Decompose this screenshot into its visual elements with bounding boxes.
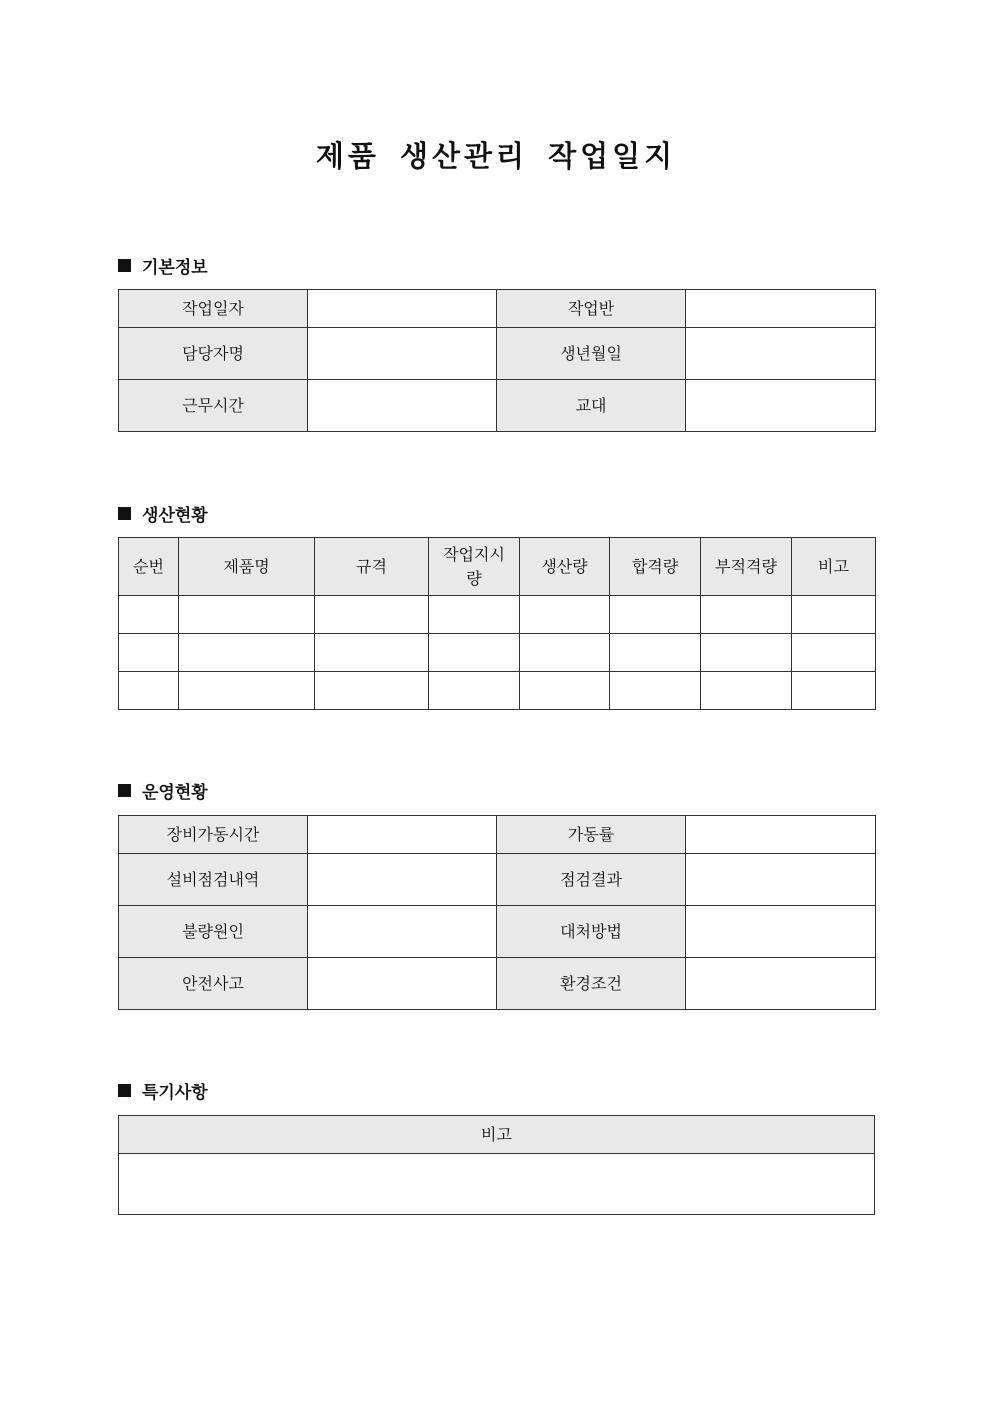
data-cell[interactable] [520, 634, 610, 672]
table-row [119, 1154, 875, 1215]
data-cell[interactable] [429, 634, 520, 672]
data-cell[interactable] [610, 672, 701, 710]
data-cell[interactable] [315, 672, 429, 710]
data-cell[interactable] [520, 672, 610, 710]
label-cell: 교대 [497, 380, 686, 432]
data-cell[interactable] [610, 596, 701, 634]
section-heading-notes [118, 1078, 208, 1102]
column-header: 순번 [119, 538, 179, 596]
value-cell-manager-name[interactable] [308, 328, 497, 380]
column-header: 규격 [315, 538, 429, 596]
table-row [119, 854, 876, 906]
value-cell-work-date[interactable] [308, 290, 497, 328]
value-cell-inspection[interactable] [308, 854, 497, 906]
column-header: 비고 [792, 538, 876, 596]
value-cell-birth-date[interactable] [686, 328, 876, 380]
label-cell: 작업일자 [119, 290, 308, 328]
label-cell: 안전사고 [119, 958, 308, 1010]
value-cell-inspection-result[interactable] [686, 854, 876, 906]
data-cell[interactable] [119, 596, 179, 634]
label-cell: 환경조건 [497, 958, 686, 1010]
square-bullet-icon [118, 259, 131, 272]
column-header: 생산량 [520, 538, 610, 596]
section-heading-production [118, 501, 208, 525]
label-cell: 설비점검내역 [119, 854, 308, 906]
table-header-row [119, 538, 876, 596]
data-cell[interactable] [701, 634, 792, 672]
data-cell[interactable] [429, 672, 520, 710]
data-cell[interactable] [610, 634, 701, 672]
data-cell[interactable] [429, 596, 520, 634]
column-header: 비고 [119, 1116, 875, 1154]
value-cell-work-hours[interactable] [308, 380, 497, 432]
data-cell[interactable] [315, 596, 429, 634]
section-heading-operation [118, 778, 208, 802]
label-cell: 대처방법 [497, 906, 686, 958]
column-header: 작업지시량 [429, 538, 520, 596]
label-cell: 점검결과 [497, 854, 686, 906]
data-cell[interactable] [520, 596, 610, 634]
value-cell-utilization[interactable] [686, 816, 876, 854]
notes-cell[interactable] [119, 1154, 875, 1215]
table-row [119, 596, 876, 634]
table-row [119, 634, 876, 672]
table-header-row [119, 1116, 875, 1154]
value-cell-environment[interactable] [686, 958, 876, 1010]
square-bullet-icon [118, 1084, 131, 1097]
section-heading-label: 생산현황 [142, 505, 208, 526]
value-cell-work-team[interactable] [686, 290, 876, 328]
section-heading-label: 기본정보 [142, 257, 208, 278]
value-cell-defect-cause[interactable] [308, 906, 497, 958]
table-row [119, 958, 876, 1010]
production-table [118, 537, 876, 710]
data-cell[interactable] [701, 596, 792, 634]
data-cell[interactable] [701, 672, 792, 710]
value-cell-safety-accident[interactable] [308, 958, 497, 1010]
label-cell: 근무시간 [119, 380, 308, 432]
data-cell[interactable] [315, 634, 429, 672]
data-cell[interactable] [792, 672, 876, 710]
data-cell[interactable] [119, 672, 179, 710]
label-cell: 작업반 [497, 290, 686, 328]
section-heading-label: 운영현황 [142, 782, 208, 803]
table-row [119, 380, 876, 432]
data-cell[interactable] [179, 634, 315, 672]
table-row [119, 290, 876, 328]
table-row [119, 672, 876, 710]
column-header: 제품명 [179, 538, 315, 596]
value-cell-equipment-hours[interactable] [308, 816, 497, 854]
label-cell: 장비가동시간 [119, 816, 308, 854]
data-cell[interactable] [179, 596, 315, 634]
square-bullet-icon [118, 507, 131, 520]
basic-info-table [118, 289, 876, 432]
label-cell: 생년월일 [497, 328, 686, 380]
column-header: 부적격량 [701, 538, 792, 596]
section-heading-label: 특기사항 [142, 1082, 208, 1103]
value-cell-shift[interactable] [686, 380, 876, 432]
label-cell: 가동률 [497, 816, 686, 854]
section-heading-basic [118, 253, 208, 277]
operation-table [118, 815, 876, 1010]
table-row [119, 816, 876, 854]
data-cell[interactable] [179, 672, 315, 710]
notes-table [118, 1115, 875, 1215]
value-cell-countermeasure[interactable] [686, 906, 876, 958]
column-header: 합격량 [610, 538, 701, 596]
data-cell[interactable] [792, 596, 876, 634]
square-bullet-icon [118, 784, 131, 797]
data-cell[interactable] [119, 634, 179, 672]
table-row [119, 328, 876, 380]
data-cell[interactable] [792, 634, 876, 672]
label-cell: 담당자명 [119, 328, 308, 380]
label-cell: 불량원인 [119, 906, 308, 958]
table-row [119, 906, 876, 958]
document-title: 제품 생산관리 작업일지 [315, 139, 677, 173]
